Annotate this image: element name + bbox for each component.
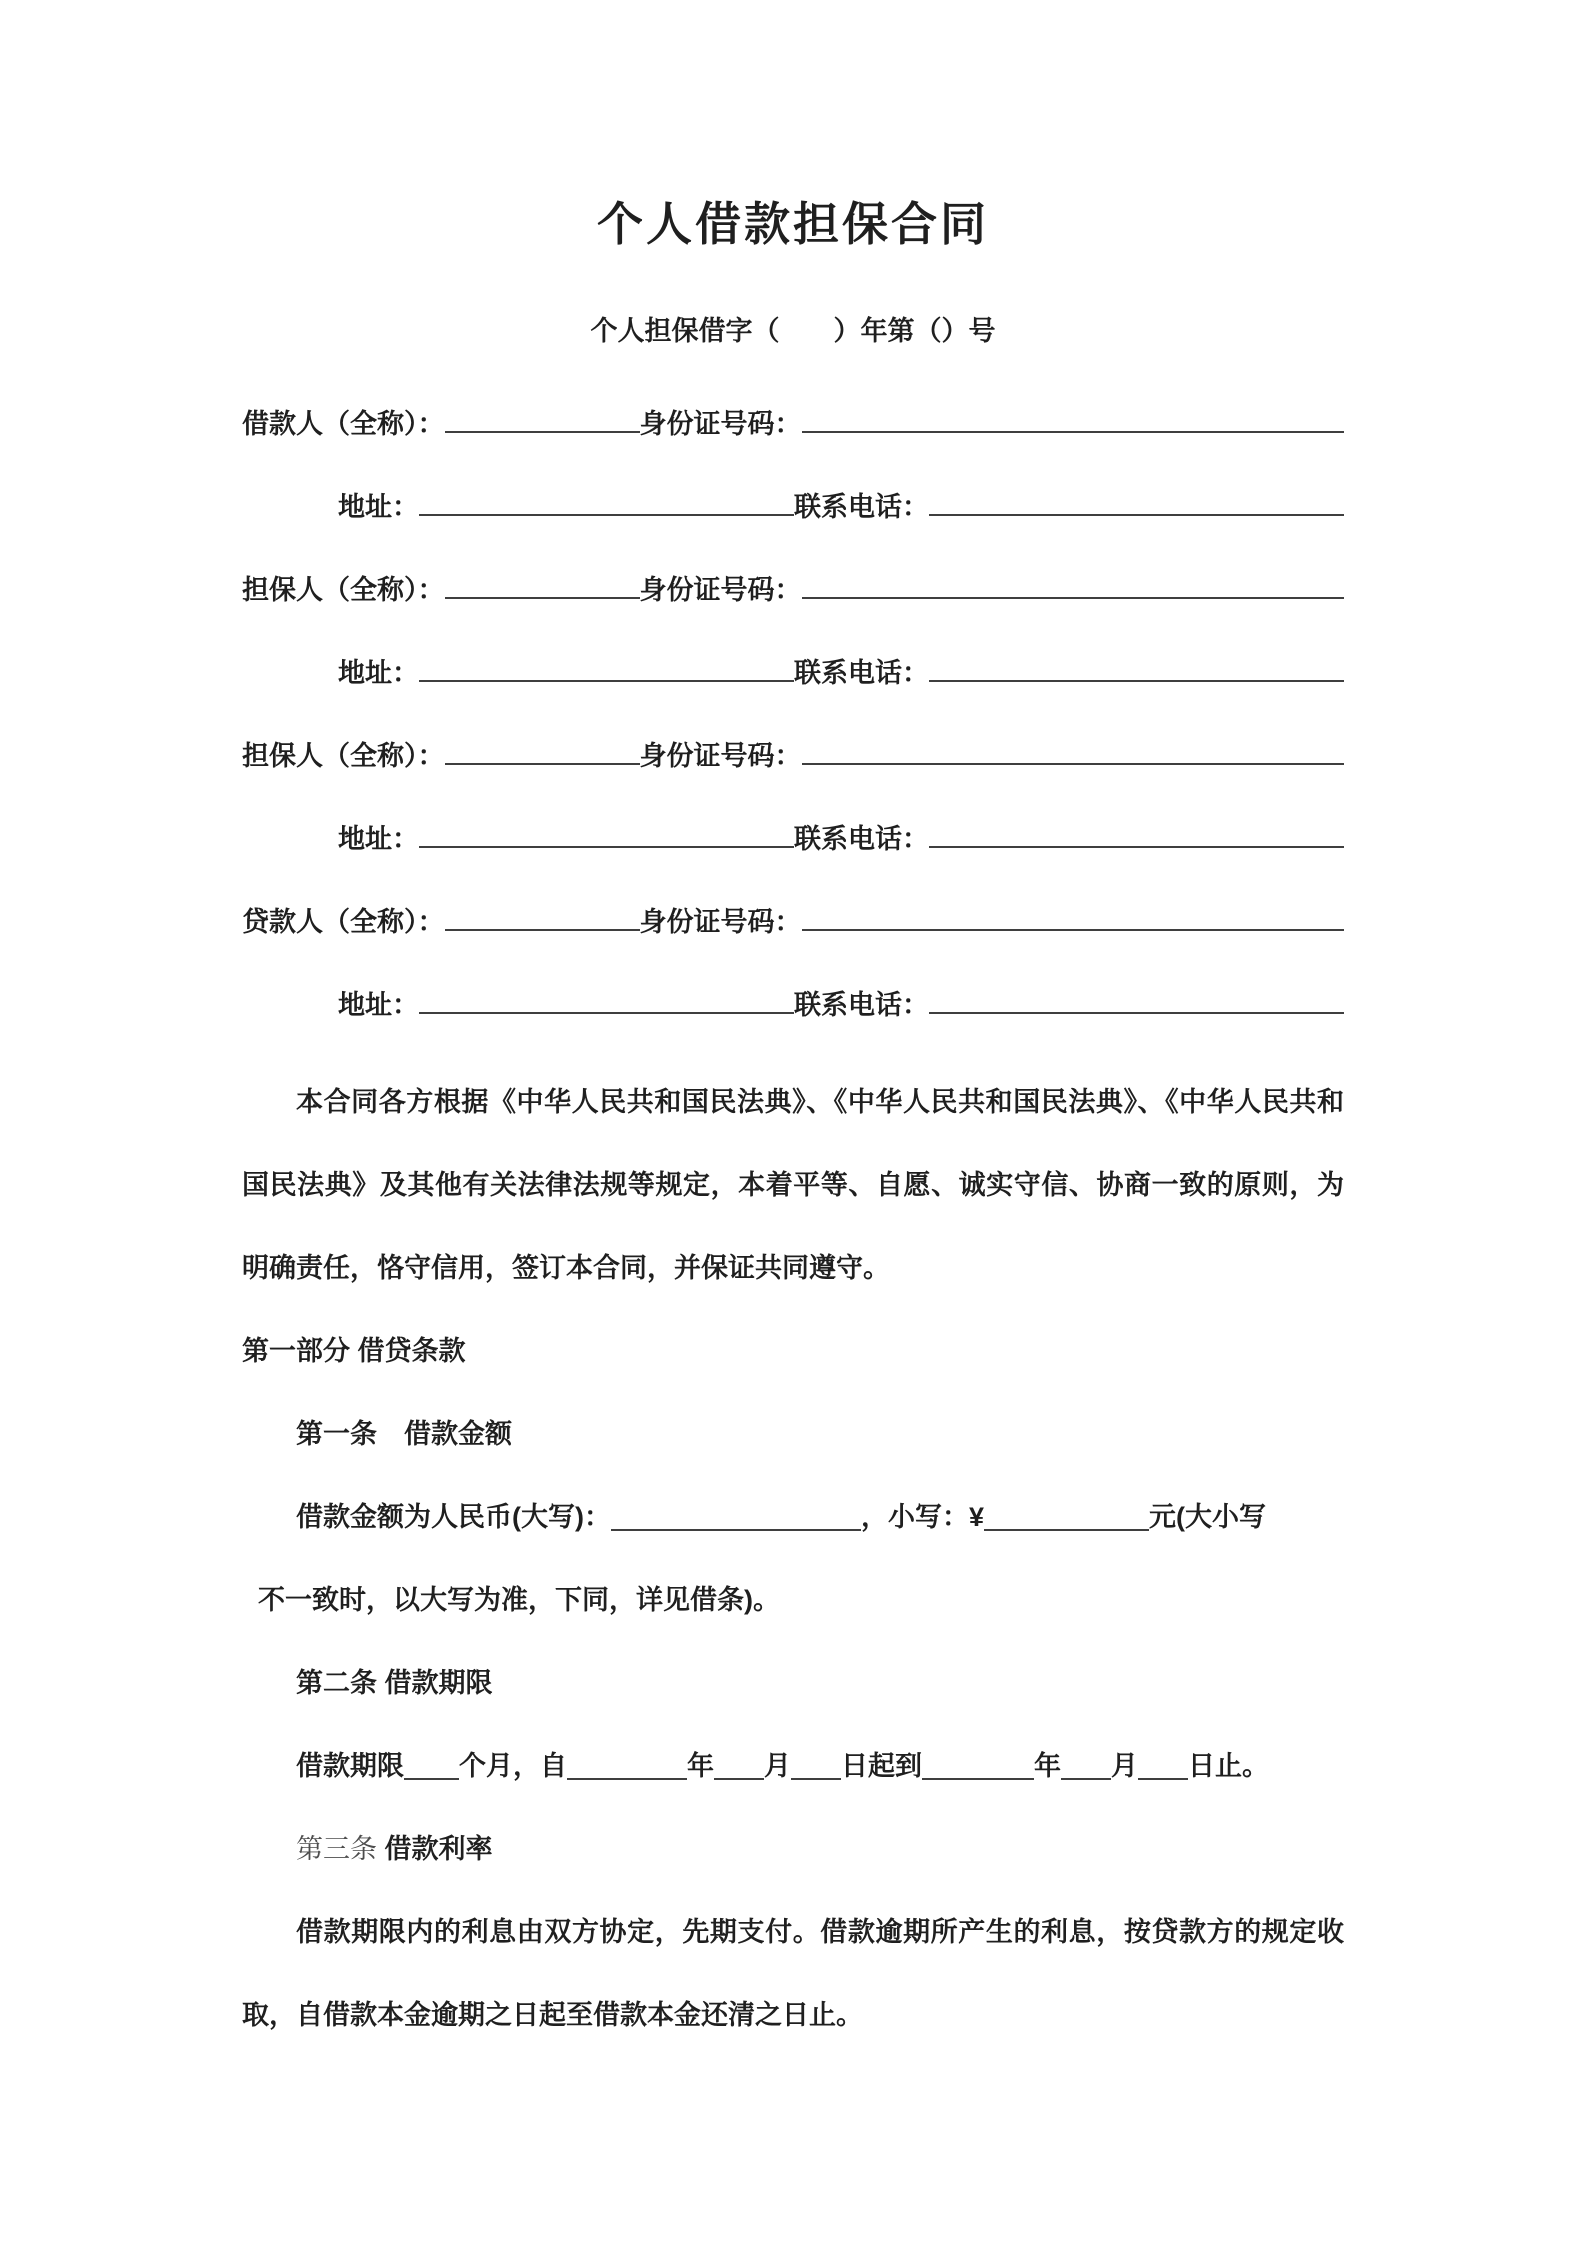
term-label: 借款期限 xyxy=(296,1750,404,1781)
guarantor1-phone-blank xyxy=(929,680,1344,682)
guarantor2-id-label: 身份证号码： xyxy=(639,740,802,771)
guarantor1-id-blank xyxy=(802,597,1345,599)
intro-paragraph: 本合同各方根据《中华人民共和国民法典》、《中华人民共和国民法典》、《中华人民共和国民法典》及其他有关法律法规等规定，本着平等、自愿、诚实守信、协商一致的原则，为明确责任，恪守信用，签订本合同，并保证共同遵守。 xyxy=(242,1086,1344,1283)
start-year-label: 年 xyxy=(687,1750,714,1781)
guarantor2-role-label: 担保人（全称）： xyxy=(242,740,445,771)
borrower-phone-blank xyxy=(929,514,1344,516)
part1-heading: 第一部分 借贷条款 xyxy=(242,1335,466,1366)
borrower-name-blank xyxy=(445,431,640,433)
guarantor1-name-blank xyxy=(445,597,640,599)
contract-number-line: 个人担保借字（ ）年第（）号 xyxy=(590,315,996,346)
borrower-address-blank xyxy=(419,514,794,516)
party-row-borrower xyxy=(242,383,1344,466)
guarantor1-phone-label: 联系电话： xyxy=(794,657,929,688)
contract-title: 个人借款担保合同 xyxy=(597,198,989,250)
end-day-blank xyxy=(1138,1778,1188,1780)
guarantor1-address-blank xyxy=(419,680,794,682)
start-year-blank xyxy=(567,1778,687,1780)
borrower-id-label: 身份证号码： xyxy=(639,408,802,439)
lender-role-label: 贷款人（全称）： xyxy=(242,906,445,937)
amount-unit-label: 元(大小写 xyxy=(1149,1501,1267,1532)
end-month-label: 月 xyxy=(1111,1750,1138,1781)
party-contact-row-guarantor-1 xyxy=(242,632,1344,715)
party-row-lender xyxy=(242,881,1344,964)
party-row-guarantor-1 xyxy=(242,549,1344,632)
article3-body: 借款期限内的利息由双方协定，先期支付。借款逾期所产生的利息，按贷款方的规定收取，自借款本金逾期之日起至借款本金还清之日止。 xyxy=(242,1916,1344,2030)
party-contact-row-guarantor-2 xyxy=(242,798,1344,881)
guarantor2-address-blank xyxy=(419,846,794,848)
guarantor2-id-blank xyxy=(802,763,1345,765)
end-year-blank xyxy=(922,1778,1034,1780)
article3-heading xyxy=(242,1808,1344,1891)
article1-continuation-line: 不一致时，以大写为准，下同，详见借条)。 xyxy=(258,1584,780,1615)
amount-num-label: ，小写：¥ xyxy=(860,1501,985,1532)
guarantor1-id-label: 身份证号码： xyxy=(639,574,802,605)
party-contact-row-borrower xyxy=(242,466,1344,549)
parties-section xyxy=(242,383,1344,1047)
article1-heading: 第一条 借款金额 xyxy=(296,1418,512,1449)
amount-num-blank xyxy=(984,1529,1149,1531)
guarantor2-phone-blank xyxy=(929,846,1344,848)
guarantor2-name-blank xyxy=(445,763,640,765)
start-month-label: 月 xyxy=(764,1750,791,1781)
lender-phone-blank xyxy=(929,1012,1344,1014)
article3-title: 借款利率 xyxy=(384,1833,493,1864)
borrower-role-label: 借款人（全称）： xyxy=(242,408,445,439)
guarantor2-phone-label: 联系电话： xyxy=(794,823,929,854)
party-row-guarantor-2 xyxy=(242,715,1344,798)
lender-id-label: 身份证号码： xyxy=(639,906,802,937)
borrower-address-label: 地址： xyxy=(338,491,419,522)
lender-address-blank xyxy=(419,1012,794,1014)
amount-cn-blank xyxy=(611,1529,861,1531)
start-month-blank xyxy=(714,1778,764,1780)
borrower-phone-label: 联系电话： xyxy=(794,491,929,522)
lender-id-blank xyxy=(802,929,1345,931)
article1-amount-line xyxy=(242,1476,1344,1559)
start-day-blank xyxy=(791,1778,841,1780)
borrower-id-blank xyxy=(802,431,1345,433)
party-contact-row-lender xyxy=(242,964,1344,1047)
article3-number: 第三条 xyxy=(296,1833,377,1864)
term-months-blank xyxy=(404,1778,459,1780)
lender-address-label: 地址： xyxy=(338,989,419,1020)
end-month-blank xyxy=(1061,1778,1111,1780)
article2-heading: 第二条 借款期限 xyxy=(296,1667,493,1698)
start-day-label: 日起到 xyxy=(841,1750,922,1781)
guarantor1-role-label: 担保人（全称）： xyxy=(242,574,445,605)
guarantor2-address-label: 地址： xyxy=(338,823,419,854)
lender-name-blank xyxy=(445,929,640,931)
end-year-label: 年 xyxy=(1034,1750,1061,1781)
term-from-label: 个月，自 xyxy=(459,1750,567,1781)
end-day-label: 日止。 xyxy=(1188,1750,1269,1781)
amount-cn-label: 借款金额为人民币(大写)： xyxy=(296,1501,611,1532)
article2-term-line xyxy=(242,1725,1344,1808)
lender-phone-label: 联系电话： xyxy=(794,989,929,1020)
guarantor1-address-label: 地址： xyxy=(338,657,419,688)
